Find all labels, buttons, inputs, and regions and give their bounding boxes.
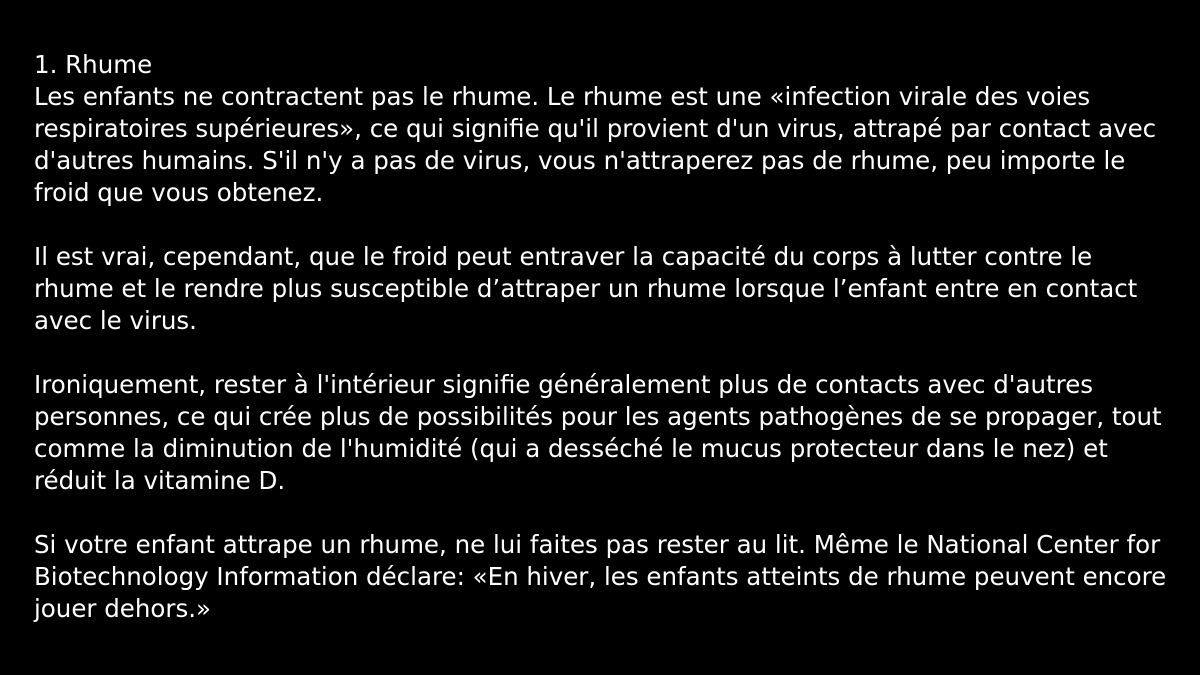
- section-heading: 1. Rhume: [34, 50, 153, 79]
- paragraph-advice: Si votre enfant attrape un rhume, ne lui faites pas rester au lit. Même le National Center for Biotechnology Information déclare: «En hiver, les enfants atteints de rhume peuvent encore jouer dehors.»: [34, 530, 1167, 623]
- paragraph-intro: Les enfants ne contractent pas le rhume. Le rhume est une «infection virale des voies respiratoires supérieures», ce qui signifie qu'il provient d'un virus, attrapé par contact avec d'autres humains. S'il n'y a pas de virus, vous n'attraperez pas de rhume, peu importe le froid que vous obtenez.: [34, 82, 1157, 207]
- paragraph-indoors: Ironiquement, rester à l'intérieur signifie généralement plus de contacts avec d'autres personnes, ce qui crée plus de possibilités pour les agents pathogènes de se propager, tout comme la diminution de l'humidité (qui a desséché le mucus protecteur dans le nez) et réduit la vitamine D.: [34, 370, 1162, 495]
- paragraph-cold-immunity: Il est vrai, cependant, que le froid peut entraver la capacité du corps à lutter contre le rhume et le rendre plus susceptible d’attraper un rhume lorsque l’enfant entre en contact avec le virus.: [34, 242, 1138, 335]
- article: [34, 49, 1174, 657]
